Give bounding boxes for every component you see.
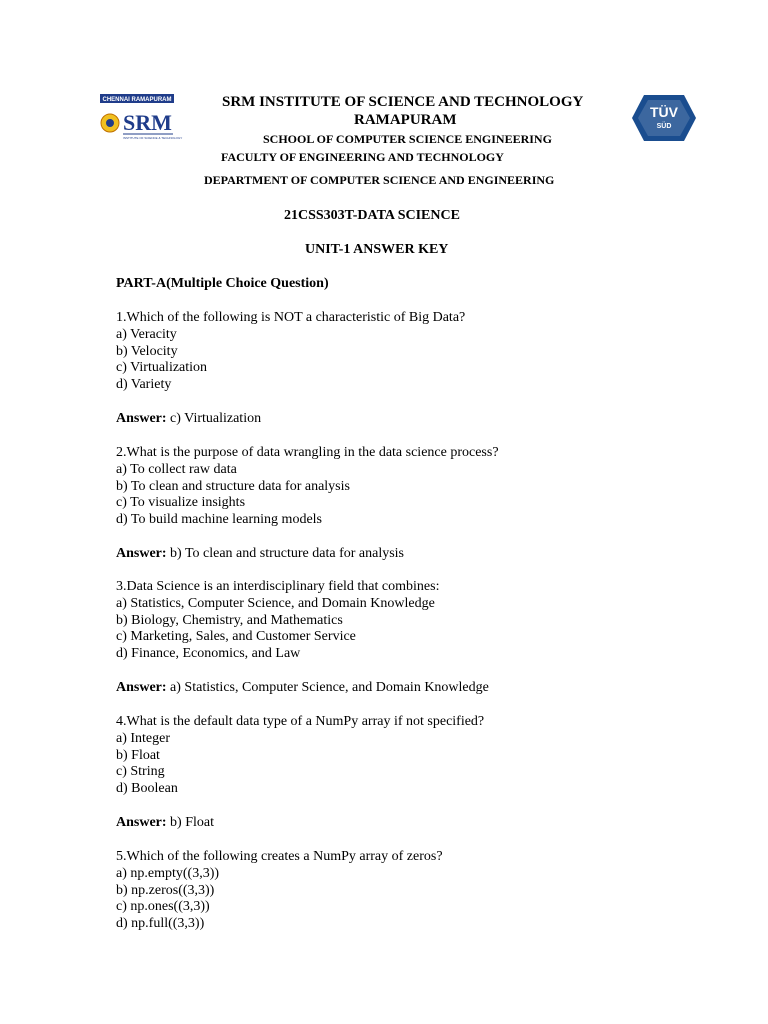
- answer-text: b) Float: [170, 814, 214, 830]
- part-heading: PART-A(Multiple Choice Question): [116, 276, 329, 291]
- answer-text: c) Virtualization: [170, 410, 262, 426]
- answer-label: Answer:: [116, 545, 167, 561]
- option: a) np.empty((3,3)): [116, 865, 220, 881]
- answer-text: b) To clean and structure data for analysis: [170, 545, 404, 561]
- answer-text: a) Statistics, Computer Science, and Domain Knowledge: [170, 679, 489, 695]
- course-title: 21CSS303T-DATA SCIENCE: [284, 208, 460, 223]
- answer-label: Answer:: [116, 814, 167, 830]
- option: b) np.zeros((3,3)): [116, 882, 215, 898]
- option: c) np.ones((3,3)): [116, 899, 210, 915]
- option: c) Virtualization: [116, 360, 208, 376]
- answer-label: Answer:: [116, 679, 167, 695]
- answer-label: Answer:: [116, 410, 167, 426]
- question-block: [116, 579, 489, 697]
- answer-line: [116, 680, 489, 697]
- question-text: 2.What is the purpose of data wrangling in the data science process?: [116, 445, 499, 460]
- option: b) Float: [116, 747, 160, 763]
- tuv-logo: [630, 93, 698, 143]
- option: a) Statistics, Computer Science, and Domain Knowledge: [116, 595, 435, 611]
- srm-logo: [99, 94, 183, 144]
- option: d) To build machine learning models: [116, 512, 322, 528]
- option: d) Variety: [116, 377, 172, 393]
- svg-text:TÜV: TÜV: [650, 104, 678, 120]
- faculty-name: FACULTY OF ENGINEERING AND TECHNOLOGY: [221, 150, 504, 164]
- question-block: [116, 849, 443, 933]
- question-block: [116, 714, 484, 832]
- option: b) To clean and structure data for analysis: [116, 478, 350, 494]
- answer-line: [116, 815, 484, 832]
- question-text: 1.Which of the following is NOT a characteristic of Big Data?: [116, 310, 466, 325]
- option: c) Marketing, Sales, and Customer Service: [116, 629, 356, 645]
- option: c) String: [116, 764, 165, 780]
- department-name: DEPARTMENT OF COMPUTER SCIENCE AND ENGINEERING: [204, 173, 555, 187]
- svg-text:CHENNAI RAMAPURAM: CHENNAI RAMAPURAM: [102, 97, 172, 103]
- option: a) To collect raw data: [116, 461, 237, 477]
- svg-text:SÜD: SÜD: [656, 123, 672, 130]
- option: b) Biology, Chemistry, and Mathematics: [116, 612, 343, 628]
- svg-text:SRM: SRM: [123, 110, 172, 135]
- svg-text:INSTITUTE OF SCIENCE & TECHNOL: INSTITUTE OF SCIENCE & TECHNOLOGY: [123, 136, 183, 140]
- option: d) np.full((3,3)): [116, 916, 205, 932]
- option: d) Boolean: [116, 781, 178, 797]
- option: c) To visualize insights: [116, 495, 246, 511]
- campus-name: RAMAPURAM: [354, 112, 457, 128]
- school-name: SCHOOL OF COMPUTER SCIENCE ENGINEERING: [263, 132, 552, 146]
- option: b) Velocity: [116, 343, 178, 359]
- question-block: [116, 310, 465, 428]
- option: d) Finance, Economics, and Law: [116, 646, 301, 662]
- question-block: [116, 445, 499, 563]
- option: a) Integer: [116, 730, 171, 746]
- option: a) Veracity: [116, 326, 177, 342]
- institute-name: SRM INSTITUTE OF SCIENCE AND TECHNOLOGY: [222, 94, 584, 110]
- question-text: 4.What is the default data type of a NumPy array if not specified?: [116, 714, 485, 729]
- answer-line: [116, 411, 465, 428]
- answer-line: [116, 546, 499, 563]
- unit-title: UNIT-1 ANSWER KEY: [305, 242, 449, 257]
- question-text: 3.Data Science is an interdisciplinary field that combines:: [116, 579, 440, 594]
- question-text: 5.Which of the following creates a NumPy array of zeros?: [116, 849, 443, 864]
